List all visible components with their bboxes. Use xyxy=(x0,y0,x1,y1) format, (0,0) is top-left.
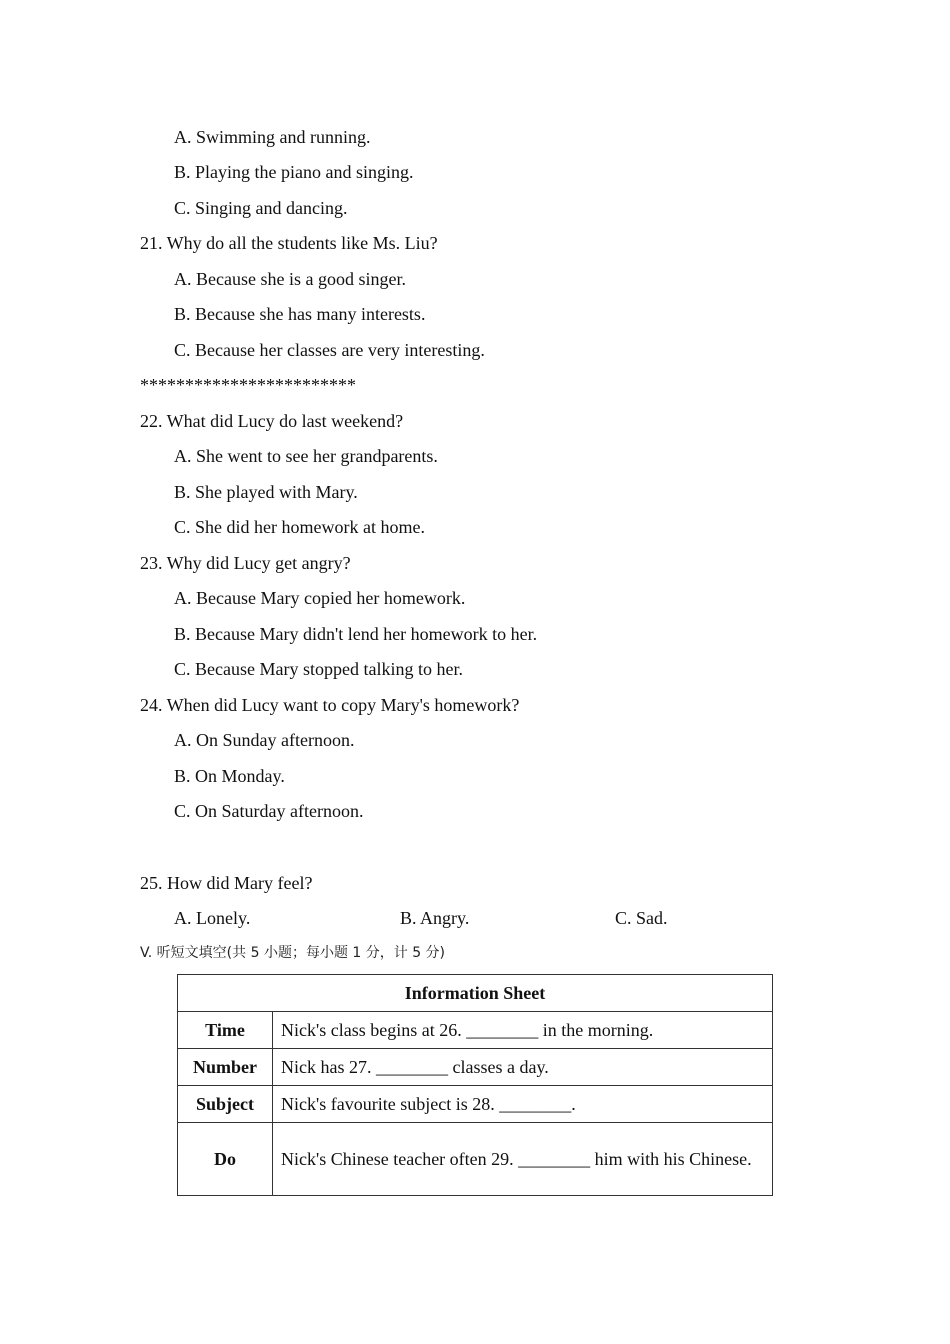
option-22-b: B. She played with Mary. xyxy=(174,482,358,502)
section-title: V. 听短文填空(共 5 小题；每小题 1 分，计 5 分) xyxy=(140,945,446,961)
row-text: Nick's class begins at 26. ________ in the morning. xyxy=(273,1012,773,1049)
table-row xyxy=(178,1049,773,1086)
option-23-c: C. Because Mary stopped talking to her. xyxy=(174,659,463,679)
option-21-a: A. Because she is a good singer. xyxy=(174,269,406,289)
question-25: 25. How did Mary feel? xyxy=(140,873,313,893)
table-row xyxy=(178,1086,773,1123)
table-row xyxy=(178,1012,773,1049)
option-20-a: A. Swimming and running. xyxy=(174,127,371,147)
question-23: 23. Why did Lucy get angry? xyxy=(140,553,351,573)
row-label: Number xyxy=(178,1049,273,1086)
table-row xyxy=(178,1123,773,1196)
option-25-c: C. Sad. xyxy=(615,908,668,928)
row-label: Time xyxy=(178,1012,273,1049)
option-23-b: B. Because Mary didn't lend her homework to her. xyxy=(174,624,538,644)
table-header-row xyxy=(178,975,773,1012)
row-text: Nick's favourite subject is 28. ________. xyxy=(273,1086,773,1123)
information-sheet-table xyxy=(177,974,773,1196)
option-24-a: A. On Sunday afternoon. xyxy=(174,730,355,750)
row-label: Subject xyxy=(178,1086,273,1123)
row-text: Nick has 27. ________ classes a day. xyxy=(273,1049,773,1086)
option-25-a: A. Lonely. xyxy=(174,908,251,928)
row-text: Nick's Chinese teacher often 29. ________ him with his Chinese. xyxy=(273,1123,773,1196)
option-21-c: C. Because her classes are very interesting. xyxy=(174,340,485,360)
table-title: Information Sheet xyxy=(178,975,773,1012)
option-20-c: C. Singing and dancing. xyxy=(174,198,348,218)
option-20-b: B. Playing the piano and singing. xyxy=(174,162,414,182)
question-24: 24. When did Lucy want to copy Mary's homework? xyxy=(140,695,520,715)
option-22-a: A. She went to see her grandparents. xyxy=(174,446,438,466)
question-21: 21. Why do all the students like Ms. Liu? xyxy=(140,233,438,253)
option-25-b: B. Angry. xyxy=(400,908,470,928)
option-23-a: A. Because Mary copied her homework. xyxy=(174,588,466,608)
option-21-b: B. Because she has many interests. xyxy=(174,304,426,324)
option-24-c: C. On Saturday afternoon. xyxy=(174,801,364,821)
option-24-b: B. On Monday. xyxy=(174,766,285,786)
question-22: 22. What did Lucy do last weekend? xyxy=(140,411,404,431)
row-label: Do xyxy=(178,1123,273,1196)
divider-asterisks: ************************ xyxy=(140,375,356,395)
option-22-c: C. She did her homework at home. xyxy=(174,517,425,537)
